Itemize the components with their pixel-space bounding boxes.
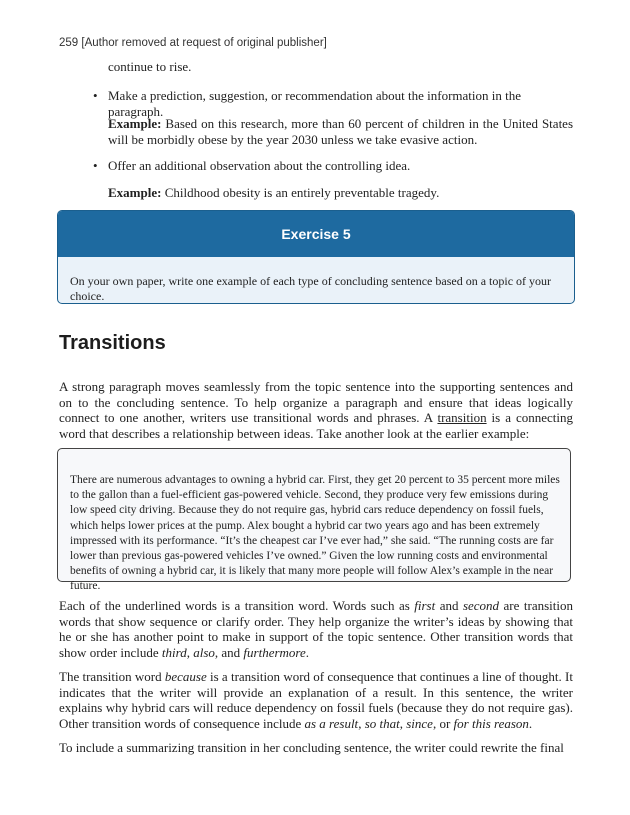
bullet-text-1: Make a prediction, suggestion, or recommendation about the information in the paragraph. — [108, 88, 522, 119]
intro-paragraph — [59, 379, 573, 441]
term-also: also — [193, 644, 215, 660]
term-since: since — [406, 715, 433, 731]
paragraph-sequence: Each of the underlined words is a transition word. Words such as first and second are transition words that show sequence or clarify order. They help organize the writer’s ideas by showing that he or she has another point to make in support of the topic sentence. Other transition words that show order include third, also, and furthermore. — [59, 598, 573, 660]
example-text: Based on this research, more than 60 percent of children in the United States will be morbidly obese by the year 2030 unless we take evasive action. — [108, 116, 574, 147]
intro-text: A strong paragraph moves seamlessly from the topic sentence into the supporting sentences and on to the concluding sentence. To help organize a paragraph and ensure that ideas logically connect to one another, writers use transitional words and phrases. A — [59, 379, 573, 425]
exercise-body: On your own paper, write one example of each type of concluding sentence based on a topic of your choice. — [70, 274, 552, 303]
paragraph-consequence: The transition word because is a transition word of consequence that continues a line of thought. It indicates that the writer will provide an explanation of a result. In this sentence, the writer explains why hybrid cars will reduce dependency on fossil fuels (because they do not require gas). Other transition words of consequence include as a result, so that, since, or for this reason. — [59, 669, 573, 731]
bullet-example-1 — [108, 116, 573, 147]
continued-line: continue to rise. — [108, 59, 192, 74]
example-paragraph: There are numerous advantages to owning a hybrid car. First, they get 20 percent to 35 percent more miles to the gallon than a fuel-efficient gas-powered vehicle. Second, they produce very few emissions during low speed city driving. Because they do not require gas, hybrid cars reduce dependency on fossil fuels, which helps lower prices at the pump. Alex bought a hybrid car two years ago and has been extremely impressed with its performance. “It’s the cheapest car I’ve ever had,” she said. “The running costs are far lower than previous gas-powered vehicles I’ve owned.” Given the low running costs and environmental benefits of owning a hybrid car, it is likely that many more people will follow Alex’s example in the near future. — [70, 474, 560, 593]
running-head: 259 [Author removed at request of original publisher] — [59, 37, 327, 49]
term-first: first — [414, 598, 436, 613]
paragraph-summarizing: To include a summarizing transition in her concluding sentence, the writer could rewrite the final — [59, 740, 564, 755]
term-furthermore: furthermore — [243, 644, 306, 660]
term-third: third — [161, 644, 187, 660]
bullet-marker: • — [93, 158, 98, 173]
section-title: Transitions — [59, 332, 166, 354]
term-because: because — [164, 669, 207, 684]
term-second: second — [462, 598, 500, 613]
transition-term: transition — [437, 410, 487, 425]
example-label: Example: — [108, 185, 162, 200]
example-text: Childhood obesity is an entirely preventable tragedy. — [164, 185, 440, 200]
example-box — [57, 448, 571, 593]
bullet-text-2: Offer an additional observation about the controlling idea. — [108, 158, 411, 173]
exercise-box — [57, 210, 575, 304]
intro-text: is a connecting word that describes a relationship between ideas. Take another look at the earlier example: — [59, 410, 573, 441]
bullet-example-2 — [108, 185, 573, 201]
exercise-title: Exercise 5 — [58, 211, 574, 257]
term-for-this-reason: for this reason — [453, 715, 529, 731]
bullet-marker: • — [93, 88, 98, 103]
term-so-that: so that — [364, 715, 400, 731]
term-as-a-result: as a result — [304, 715, 359, 731]
example-label: Example: — [108, 116, 162, 131]
